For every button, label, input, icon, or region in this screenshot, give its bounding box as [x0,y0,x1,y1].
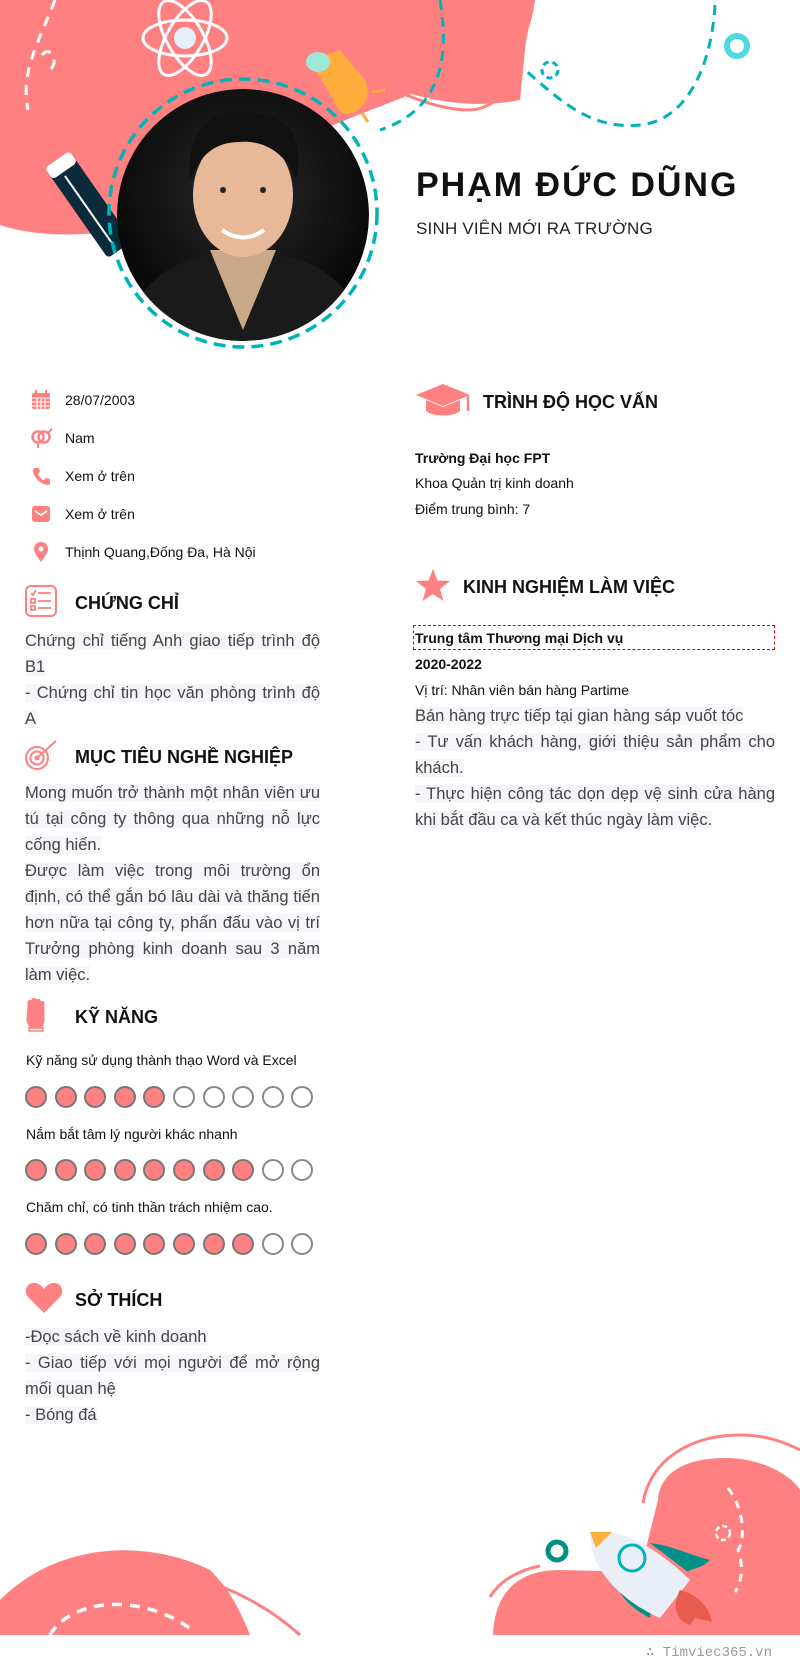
rating-dot-filled [173,1159,195,1181]
candidate-title: SINH VIÊN MỚI RA TRƯỜNG [416,219,653,238]
rating-dot-filled [25,1086,47,1108]
watermark: ∴ Timviec365.vn [645,1645,772,1661]
rating-dot-filled [84,1086,106,1108]
objective-text: Mong muốn trở thành một nhân viên ưu tú tại công ty thông qua những nỗ lực cống hiến. Được làm việc trong môi trường ổn định, có thể gắn bó lâu dài và thăng tiến hơn nữa tại công ty, phấn đấu vào vị trí Trưởng phòng kinh doanh sau 3 năm làm việc. [25,784,320,984]
experience-text: Bán hàng trực tiếp tại gian hàng sáp vuốt tóc - Tư vấn khách hàng, giới thiệu sản phẩm cho khách. - Thực hiện công tác dọn dẹp vệ sinh cửa hàng khi bắt đầu ca và kết thúc ngày làm việc. [415,707,775,829]
rating-dot-filled [55,1159,77,1181]
gender-icon [30,427,52,449]
info-text: Xem ở trên [65,468,135,484]
ring-icon [727,36,747,56]
skill-name: Kỹ năng sử dụng thành thạo Word và Excel [26,1052,297,1068]
rating-dot-empty [291,1233,313,1255]
target-icon [25,738,75,777]
hobbies-text: -Đọc sách về kinh doanh - Giao tiếp với mọi người để mở rộng mối quan hệ - Bóng đá [25,1328,320,1424]
info-gender [30,427,95,449]
rating-dot-filled [25,1233,47,1255]
star-icon [415,568,463,607]
education-school: Trường Đại học FPT [415,450,551,466]
rating-dot-empty [262,1233,284,1255]
rating-dot-filled [143,1086,165,1108]
info-phone [30,465,135,487]
hand-icon [25,998,75,1037]
section-skills-heading: KỸ NĂNG [25,998,158,1037]
section-objective-heading: MỤC TIÊU NGHỀ NGHIỆP [25,738,293,777]
info-address [30,541,256,563]
rating-dot-filled [203,1159,225,1181]
rating-dot-filled [84,1233,106,1255]
info-text: Nam [65,430,95,446]
ring-icon [548,1542,566,1560]
rating-dot-filled [55,1233,77,1255]
footer-decoration [0,1420,800,1640]
section-education-heading: TRÌNH ĐỘ HỌC VẤN [415,383,658,422]
rating-dot-filled [143,1233,165,1255]
graduation-cap-icon [415,383,483,422]
info-text: 28/07/2003 [65,392,136,408]
skill-name: Nắm bắt tâm lý người khác nhanh [26,1126,238,1142]
location-icon [30,541,52,563]
rating-dot-filled [232,1159,254,1181]
rating-dot-filled [203,1233,225,1255]
checklist-icon [25,585,75,622]
experience-position: Vị trí: Nhân viên bán hàng Partime [415,682,630,698]
rating-dot-filled [84,1159,106,1181]
rating-dot-empty [291,1086,313,1108]
info-email [30,503,135,525]
section-experience-heading: KINH NGHIỆM LÀM VIỆC [415,568,675,607]
calendar-icon [30,389,52,411]
rating-dot-filled [114,1086,136,1108]
education-major: Khoa Quản trị kinh doanh [415,475,574,491]
skill-name: Chăm chỉ, có tinh thần trách nhiệm cao. [26,1199,273,1215]
phone-icon [30,465,52,487]
skill-rating [25,1233,313,1255]
experience-company: Trung tâm Thương mại Dịch vụ [415,630,624,646]
experience-period: 2020-2022 [415,656,482,672]
section-hobbies-heading: SỞ THÍCH [25,1282,162,1319]
section-certificates-heading: CHỨNG CHỈ [25,585,179,622]
rating-dot-empty [291,1159,313,1181]
heart-icon [25,1282,75,1319]
rating-dot-filled [232,1233,254,1255]
rating-dot-filled [114,1159,136,1181]
info-birthdate [30,389,135,411]
profile-photo [117,89,370,341]
rating-dot-filled [114,1233,136,1255]
rating-dot-filled [143,1159,165,1181]
certificates-text: Chứng chỉ tiếng Anh giao tiếp trình độ B1 - Chứng chỉ tin học văn phòng trình độ A [25,632,320,728]
rating-dot-empty [232,1086,254,1108]
rating-dot-empty [262,1159,284,1181]
skill-rating [25,1086,313,1108]
rating-dot-empty [173,1086,195,1108]
info-text: Thịnh Quang,Đống Đa, Hà Nội [65,544,256,560]
candidate-name: PHẠM ĐỨC DŨNG [416,166,739,204]
rating-dot-filled [25,1159,47,1181]
email-icon [30,503,52,525]
rating-dot-filled [55,1086,77,1108]
rating-dot-empty [203,1086,225,1108]
education-gpa: Điểm trung bình: 7 [415,501,531,517]
rating-dot-empty [262,1086,284,1108]
rating-dot-filled [173,1233,195,1255]
skill-rating [25,1159,313,1181]
info-text: Xem ở trên [65,506,135,522]
